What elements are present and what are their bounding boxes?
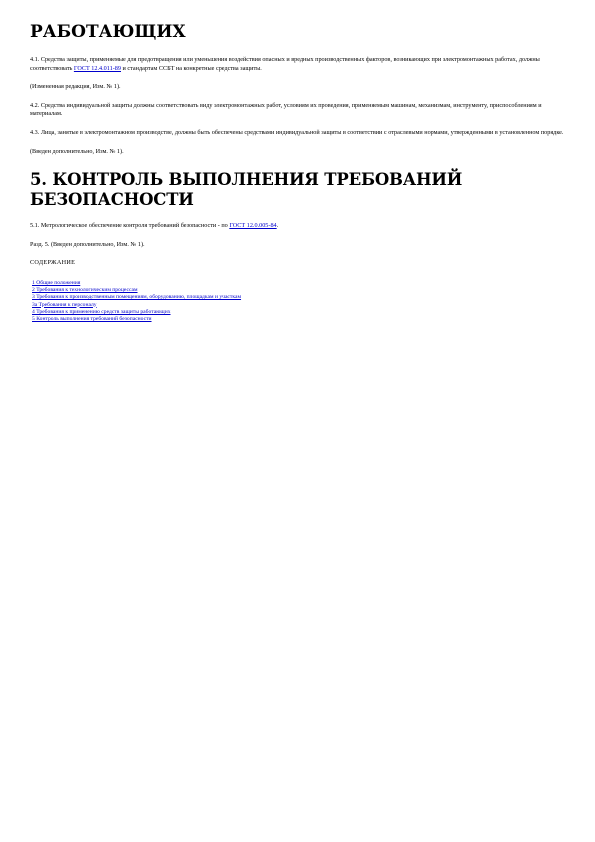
amendment-note-changed: (Измененная редакция, Изм. № 1). bbox=[30, 83, 121, 91]
paragraph-5-1 bbox=[30, 222, 565, 231]
toc-title: СОДЕРЖАНИЕ bbox=[30, 259, 76, 267]
toc-link-control[interactable]: 5 Контроль выполнения требований безопасности bbox=[32, 315, 152, 322]
gost-12-4-011-89-link[interactable]: ГОСТ 12.4.011-89 bbox=[73, 64, 121, 72]
toc-item bbox=[32, 302, 565, 309]
paragraph-4-2: 4.2. Средства индивидуальной защиты должны соответствовать виду электромонтажных работ, условиям их проведения, применяемым машинам, механизмам, инструменту, приспособлениям и материалам. bbox=[30, 101, 542, 118]
toc-link-processes[interactable]: 2 Требования к технологическим процессам bbox=[32, 287, 138, 294]
paragraph-4-1-text-end: и стандартам ССБТ на конкретные средства защиты. bbox=[121, 64, 262, 72]
toc-link-personnel[interactable]: 3а Требования к персоналу bbox=[32, 301, 97, 308]
toc-item bbox=[32, 309, 565, 316]
section-title: РАБОТАЮЩИХ bbox=[30, 22, 186, 42]
toc-item bbox=[32, 316, 565, 323]
section-5-title: 5. КОНТРОЛЬ ВЫПОЛНЕНИЯ ТРЕБОВАНИЙ БЕЗОПАСНОСТИ bbox=[30, 170, 463, 210]
toc-link-general[interactable]: 1 Общие положения bbox=[32, 279, 81, 286]
paragraph-4-3: 4.3. Лица, занятые в электромонтажном производстве, должны быть обеспечены средствами индивидуальной защиты в соответствии с отраслевыми нормами, утвержденными в установленном порядке. bbox=[30, 128, 564, 136]
toc-link-premises[interactable]: 3 Требования к производственным помещениям, оборудованию, площадкам и участкам bbox=[32, 294, 242, 301]
amendment-note-section-5: Разд. 5. (Введен дополнительно, Изм. № 1). bbox=[30, 240, 145, 248]
amendment-note-added: (Введен дополнительно, Изм. № 1). bbox=[30, 147, 124, 155]
paragraph-5-1-text: 5.1. Метрологическое обеспечение контроля требований безопасности - по bbox=[30, 222, 230, 230]
paragraph-4-1-text: 4.1. Средства защиты, применяемые для предотвращения или уменьшения воздействия опасных и вредных производственных факторов, возникающих при электромонтажных работах, должны соответствовать bbox=[30, 56, 540, 72]
table-of-contents bbox=[32, 280, 565, 323]
paragraph-4-1 bbox=[30, 56, 565, 73]
toc-item bbox=[32, 294, 565, 301]
gost-12-0-005-84-link[interactable]: ГОСТ 12.0.005-84 bbox=[229, 222, 277, 230]
paragraph-5-1-text-end: . bbox=[276, 222, 279, 230]
toc-link-protection[interactable]: 4 Требования к применению средств защиты работающих bbox=[32, 308, 171, 315]
